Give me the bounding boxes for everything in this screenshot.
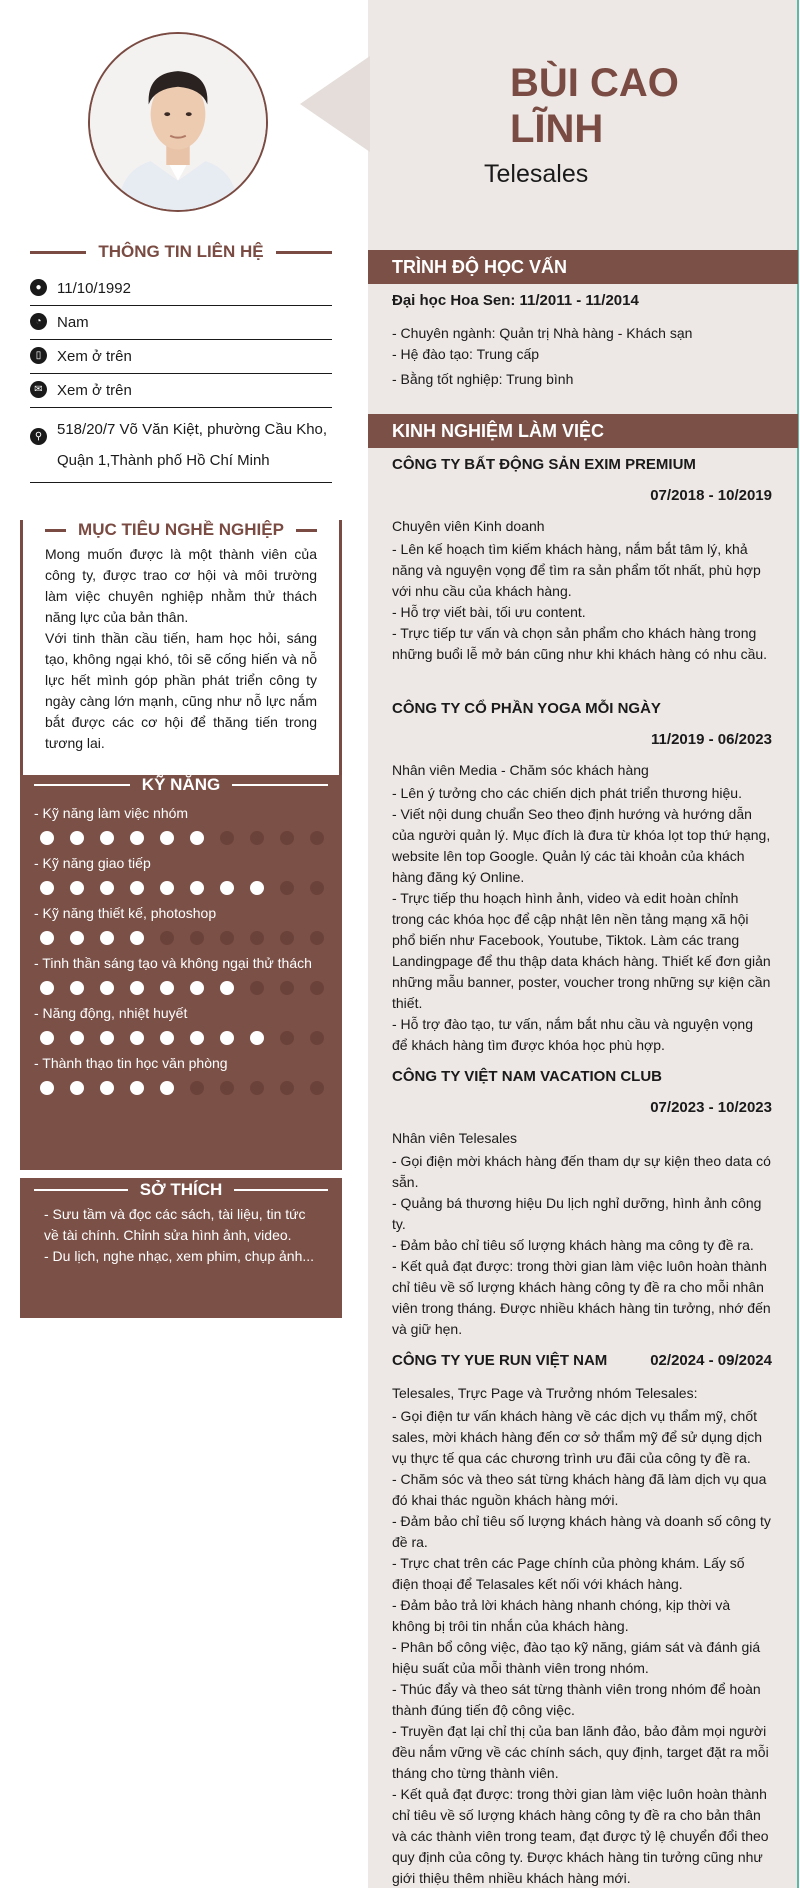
contact-section [30, 242, 332, 483]
job-entry [392, 1350, 772, 1888]
education-content [392, 290, 772, 390]
skill-item [34, 855, 328, 895]
skill-item [34, 955, 328, 995]
rating-dot-filled [130, 831, 144, 845]
rating-dot-filled [70, 1031, 84, 1045]
rating-dot-filled [220, 881, 234, 895]
rating-dot-filled [130, 1031, 144, 1045]
avatar [88, 32, 268, 212]
contact-row-address [30, 408, 332, 483]
job-desc: - Đảm bảo trả lời khách hàng nhanh chóng, kịp thời và không bị trôi tin nhắn của khách hàng. [392, 1597, 731, 1634]
hobby-line-2: - Du lịch, nghe nhạc, xem phim, chụp ảnh... [44, 1248, 315, 1264]
experience-heading: KINH NGHIỆM LÀM VIỆC [368, 414, 798, 448]
rating-dot-filled [100, 831, 114, 845]
education-school: Đại học Hoa Sen: 11/2011 - 11/2014 [392, 292, 639, 309]
skill-rating [34, 831, 328, 845]
rating-dot-empty [250, 981, 264, 995]
objective-heading-text: MỤC TIÊU NGHỀ NGHIỆP [78, 520, 284, 539]
rating-dot-empty [310, 931, 324, 945]
location-icon: ⚲ [30, 428, 47, 445]
education-major: - Chuyên ngành: Quản trị Nhà hàng - Khách sạn [392, 325, 693, 341]
rating-dot-filled [40, 881, 54, 895]
rating-dot-filled [100, 1031, 114, 1045]
skills-heading [34, 775, 328, 795]
job-desc: - Chăm sóc và theo sát từng khách hàng đã làm dịch vụ qua đó khai thác nguồn khách hàng mới. [392, 1471, 767, 1508]
contact-row-birthday [30, 272, 332, 306]
education-type: - Hệ đào tạo: Trung cấp [392, 346, 540, 362]
rating-dot-filled [160, 881, 174, 895]
rating-dot-filled [190, 831, 204, 845]
job-date: 07/2018 - 10/2019 [650, 487, 772, 504]
job-role: Chuyên viên Kinh doanh [392, 518, 545, 534]
rating-dot-filled [100, 931, 114, 945]
heading-rule [30, 251, 86, 254]
skill-rating [34, 931, 328, 945]
job-role: Nhân viên Telesales [392, 1130, 518, 1146]
objective-paragraph-2: Với tinh thần cầu tiến, ham học hỏi, sáng tạo, không ngại khó, tôi sẽ cống hiến và nỗ lực hết mình góp phần phát triển công ty ngày càng lớn mạnh, cũng như nỗ lực nắm bắt được các cơ hội để thăng tiến trong tương lai. [45, 630, 317, 751]
rating-dot-filled [130, 981, 144, 995]
job-entry [392, 698, 772, 1056]
job-desc: - Kết quả đạt được: trong thời gian làm việc luôn hoàn thành chỉ tiêu về số lượng khách hàng công ty đề ra cho mỗi nhân viên trong tháng. Được nhiều khách hàng tin tưởng, nhớ đến và giữ hẹn. [392, 1258, 771, 1337]
rating-dot-empty [280, 881, 294, 895]
rating-dot-empty [220, 1081, 234, 1095]
job-desc: - Lên ý tưởng cho các chiến dịch phát triển thương hiệu. [392, 785, 742, 801]
contact-birthday: 11/10/1992 [57, 280, 131, 297]
rating-dot-filled [70, 931, 84, 945]
rating-dot-filled [190, 1031, 204, 1045]
skill-label: - Tinh thần sáng tạo và không ngại thử thách [34, 955, 312, 971]
skill-rating [34, 1031, 328, 1045]
skills-section [20, 775, 342, 1170]
skills-heading-text: KỸ NĂNG [141, 775, 221, 794]
job-company: CÔNG TY VIỆT NAM VACATION CLUB [392, 1068, 662, 1085]
rating-dot-empty [280, 1081, 294, 1095]
rating-dot-empty [310, 1081, 324, 1095]
person-icon: ● [30, 279, 47, 296]
rating-dot-filled [100, 881, 114, 895]
skill-item [34, 1055, 328, 1095]
rating-dot-empty [280, 831, 294, 845]
rating-dot-filled [130, 881, 144, 895]
job-desc: - Thúc đẩy và theo sát từng thành viên trong nhóm để hoàn thành đúng tiến độ công việc. [392, 1681, 761, 1718]
objective-section [20, 520, 342, 775]
heading-rule [232, 784, 328, 786]
rating-dot-empty [160, 931, 174, 945]
hobbies-heading-text: SỞ THÍCH [139, 1180, 223, 1199]
education-degree: - Bằng tốt nghiệp: Trung bình [392, 371, 574, 387]
rating-dot-empty [310, 831, 324, 845]
job-desc: - Hỗ trợ đào tạo, tư vấn, nắm bắt nhu cầu và nguyện vọng để khách hàng tìm được khóa học phù hợp. [392, 1016, 753, 1053]
job-role: Telesales, Trực Page và Trưởng nhóm Telesales: [392, 1385, 698, 1401]
skill-label: - Thành thạo tin học văn phòng [34, 1055, 228, 1071]
rating-dot-filled [70, 1081, 84, 1095]
rating-dot-empty [280, 981, 294, 995]
job-date: 02/2024 - 09/2024 [650, 1352, 772, 1369]
rating-dot-filled [70, 981, 84, 995]
candidate-name: BÙI CAO LĨNH [510, 61, 679, 151]
rating-dot-empty [310, 1031, 324, 1045]
skill-label: - Năng động, nhiệt huyết [34, 1005, 188, 1021]
rating-dot-empty [310, 981, 324, 995]
hobbies-section [20, 1178, 342, 1318]
heading-rule [34, 784, 130, 786]
job-date: 11/2019 - 06/2023 [651, 731, 772, 748]
skill-label: - Kỹ năng giao tiếp [34, 855, 151, 871]
contact-row-gender [30, 306, 332, 340]
rating-dot-filled [160, 831, 174, 845]
rating-dot-filled [250, 881, 264, 895]
clock-icon: ◔ [30, 313, 47, 330]
skill-rating [34, 1081, 328, 1095]
job-desc: - Quảng bá thương hiệu Du lịch nghỉ dưỡng, hình ảnh công ty. [392, 1195, 762, 1232]
contact-email: Xem ở trên [57, 382, 132, 399]
rating-dot-filled [100, 981, 114, 995]
rating-dot-filled [160, 981, 174, 995]
rating-dot-empty [280, 931, 294, 945]
rating-dot-filled [40, 831, 54, 845]
job-desc: - Trực tiếp tư vấn và chọn sản phẩm cho khách hàng trong những buổi lễ mở bán cũng như khi khách hàng có nhu cầu. [392, 625, 768, 662]
contact-gender: Nam [57, 314, 89, 331]
skill-label: - Kỹ năng thiết kế, photoshop [34, 905, 217, 921]
job-entry [392, 454, 772, 665]
skill-rating [34, 881, 328, 895]
heading-rule [296, 529, 317, 532]
rating-dot-filled [220, 1031, 234, 1045]
job-header [392, 1350, 772, 1371]
job-desc: - Gọi điện tư vấn khách hàng về các dịch vụ thẩm mỹ, chốt sales, mời khách hàng đến cơ sở thẩm mỹ để sử dụng dịch vụ thực tế qua các chương trình ưu đãi của công ty đề ra. [392, 1408, 762, 1466]
rating-dot-empty [250, 931, 264, 945]
job-company: CÔNG TY BẤT ĐỘNG SẢN EXIM PREMIUM [392, 456, 696, 473]
contact-heading [30, 242, 332, 262]
job-desc: - Đảm bảo chỉ tiêu số lượng khách hàng và doanh số công ty đề ra. [392, 1513, 771, 1550]
job-desc: - Viết nội dung chuẩn Seo theo định hướng và hướng dẫn của người quản lý. Mục đích là đưa từ khóa lọt top thứ hạng, website lên top Google. Quản lý các tài khoản của khách hàng đăng ký Online. [392, 806, 771, 885]
rating-dot-filled [70, 831, 84, 845]
job-desc: - Kết quả đạt được: trong thời gian làm việc luôn hoàn thành chỉ tiêu về số lượng khách hàng công ty đề ra cho bản thân và các thành viên trong team, đạt được tỷ lệ chuyển đổi theo quy định của công ty. Được khách hàng tin tưởng cũng như giới thiệu thêm nhiều khách hàng mới. [392, 1786, 769, 1886]
job-desc: - Đảm bảo chỉ tiêu số lượng khách hàng ma công ty đề ra. [392, 1237, 754, 1253]
skill-rating [34, 981, 328, 995]
education-heading: TRÌNH ĐỘ HỌC VẤN [368, 250, 798, 284]
rating-dot-filled [40, 981, 54, 995]
rating-dot-filled [40, 931, 54, 945]
contact-address: 518/20/7 Võ Văn Kiệt, phường Cầu Kho, Quận 1,Thành phố Hồ Chí Minh [57, 421, 328, 469]
skill-item [34, 1005, 328, 1045]
email-icon: ✉ [30, 381, 47, 398]
skill-item [34, 805, 328, 845]
job-company: CÔNG TY CỔ PHẦN YOGA MỖI NGÀY [392, 700, 661, 717]
contact-row-email [30, 374, 332, 408]
hobby-line-1: - Sưu tầm và đọc các sách, tài liệu, tin tức về tài chính. Chỉnh sửa hình ảnh, video. [44, 1206, 306, 1243]
rating-dot-filled [100, 1081, 114, 1095]
rating-dot-filled [40, 1031, 54, 1045]
photo-pointer [300, 56, 370, 152]
skill-label: - Kỹ năng làm việc nhóm [34, 805, 189, 821]
job-desc: - Lên kế hoạch tìm kiếm khách hàng, nắm bắt tâm lý, khả năng và nguyện vọng để tìm ra sản phẩm tốt nhất, phù hợp với nhu cầu của khách hàng. [392, 541, 761, 599]
heading-rule [234, 1189, 328, 1191]
rating-dot-empty [220, 831, 234, 845]
contact-phone: Xem ở trên [57, 348, 132, 365]
rating-dot-empty [250, 1081, 264, 1095]
job-date: 07/2023 - 10/2023 [650, 1099, 772, 1116]
rating-dot-filled [220, 981, 234, 995]
candidate-title: Telesales [484, 160, 589, 188]
phone-icon: ▯ [30, 347, 47, 364]
heading-rule [276, 251, 332, 254]
rating-dot-filled [190, 981, 204, 995]
job-role: Nhân viên Media - Chăm sóc khách hàng [392, 762, 649, 778]
rating-dot-filled [130, 931, 144, 945]
hobbies-heading [34, 1178, 328, 1200]
job-desc: - Trực tiếp thu hoạch hình ảnh, video và edit hoàn chỉnh trong các khóa học để cập nhật lên nền tảng mạng xã hội phổ biến như Facebook, Youtube, Tiktok. Làm các trang Landingpage để thu thập data khách hàng. Thiết kế đơn giản những mẫu banner, poster, voucher trong những sự kiện cần thiết. [392, 890, 771, 1011]
job-company: CÔNG TY YUE RUN VIỆT NAM [392, 1352, 608, 1369]
heading-rule [34, 1189, 128, 1191]
job-entry [392, 1066, 772, 1340]
rating-dot-empty [220, 931, 234, 945]
objective-paragraph-1: Mong muốn được là một thành viên của công ty, được trao cơ hội và môi trường làm việc chuyên nghiệp nhằm thử thách năng lực của bản thân. [45, 546, 317, 625]
job-desc: - Hỗ trợ viết bài, tối ưu content. [392, 604, 586, 620]
rating-dot-filled [130, 1081, 144, 1095]
rating-dot-filled [160, 1031, 174, 1045]
rating-dot-filled [190, 881, 204, 895]
rating-dot-empty [190, 1081, 204, 1095]
rating-dot-empty [190, 931, 204, 945]
portrait-photo [90, 34, 266, 210]
rating-dot-empty [310, 881, 324, 895]
job-desc: - Truyền đạt lại chỉ thị của ban lãnh đảo, bảo đảm mọi người đều nắm vững về các chính sách, quy định, target đặt ra mỗi tháng cho từng thành viên. [392, 1723, 769, 1781]
job-desc: - Phân bổ công việc, đào tạo kỹ năng, giám sát và đánh giá hiệu suất của mỗi thành viên trong nhóm. [392, 1639, 761, 1676]
rating-dot-filled [40, 1081, 54, 1095]
heading-rule [45, 529, 66, 532]
job-desc: - Trực chat trên các Page chính của phòng khám. Lấy số điện thoại để Telasales kết nối với khách hàng. [392, 1555, 745, 1592]
rating-dot-empty [250, 831, 264, 845]
objective-heading [45, 520, 317, 540]
skills-list [34, 805, 328, 1095]
skill-item [34, 905, 328, 945]
contact-heading-text: THÔNG TIN LIÊN HỆ [98, 242, 264, 261]
contact-row-phone [30, 340, 332, 374]
rating-dot-filled [70, 881, 84, 895]
rating-dot-empty [280, 1031, 294, 1045]
rating-dot-filled [250, 1031, 264, 1045]
rating-dot-filled [160, 1081, 174, 1095]
job-desc: - Gọi điện mời khách hàng đến tham dự sự kiện theo data có sẵn. [392, 1153, 771, 1190]
